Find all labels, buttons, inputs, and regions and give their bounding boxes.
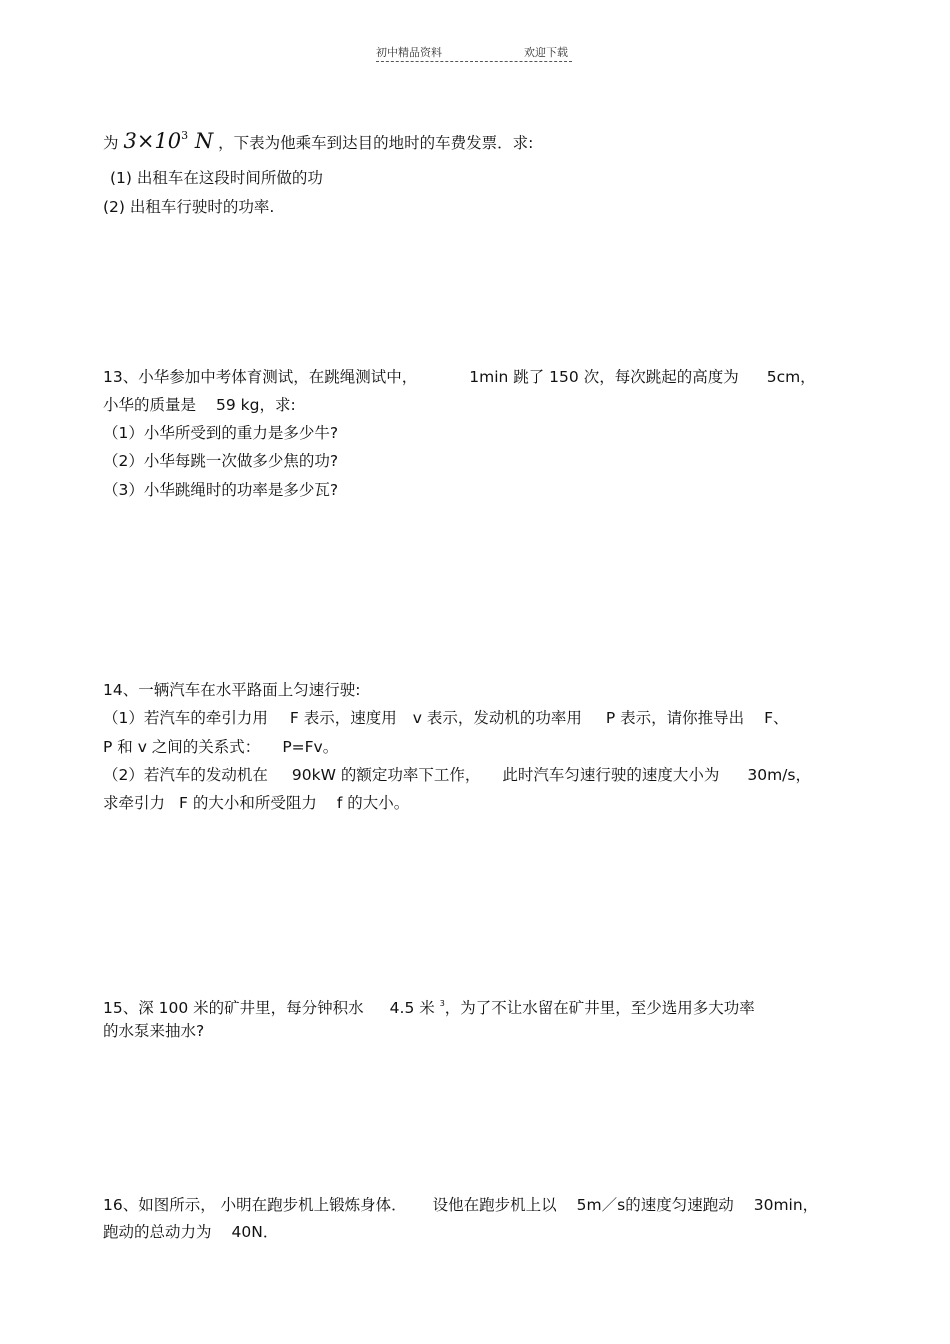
q13-l1c: 5cm， bbox=[766, 368, 816, 386]
q12-prefix: 为 bbox=[103, 134, 119, 152]
q15-l1b: 4.5 米 bbox=[389, 999, 435, 1017]
q13-item-3: （3）小华跳绳时的功率是多少瓦? bbox=[103, 481, 339, 499]
q14-line-2 bbox=[103, 708, 789, 728]
q12-formula bbox=[123, 129, 213, 153]
q16-l2b: 40N． bbox=[231, 1223, 279, 1241]
q13-item-2: （2）小华每跳一次做多少焦的功? bbox=[103, 452, 339, 470]
header-rule bbox=[376, 61, 572, 62]
q14-line-3 bbox=[103, 737, 338, 757]
q15-l1a: 15、深 100 米的矿井里，每分钟积水 bbox=[103, 999, 364, 1017]
q16-l1d: 30min， bbox=[753, 1196, 819, 1214]
q15-line-2: 的水泵来抽水? bbox=[103, 1022, 205, 1040]
q12-formula-unit: N bbox=[194, 129, 214, 153]
q13-line-1 bbox=[103, 367, 816, 387]
q13-l1b: 1min 跳了 150 次，每次跳起的高度为 bbox=[469, 368, 739, 386]
q14-l4a: （2）若汽车的发动机在 bbox=[103, 766, 268, 784]
q14-l2e: F、 bbox=[764, 709, 789, 727]
q14-l2b: F 表示，速度用 bbox=[289, 709, 397, 727]
q12-item-1: (1) 出租车在这段时间所做的功 bbox=[110, 169, 323, 187]
q14-l5c: f 的大小。 bbox=[336, 794, 410, 812]
q12-formula-base: 3×10 bbox=[123, 129, 182, 153]
q14-line-1: 14、一辆汽车在水平路面上匀速行驶: bbox=[103, 681, 361, 699]
q12-intro bbox=[103, 126, 533, 153]
q15-l1sup: 3 bbox=[439, 999, 445, 1008]
q13-l1a: 13、小华参加中考体育测试，在跳绳测试中， bbox=[103, 368, 418, 386]
q15-l1c: ，为了不让水留在矿井里，至少选用多大功率 bbox=[444, 999, 755, 1017]
q16-l1b: 设他在跑步机上以 bbox=[432, 1196, 557, 1214]
q12-suffix: ，下表为他乘车到达目的地时的车费发票．求: bbox=[218, 134, 534, 152]
q12-item-2: (2) 出租车行驶时的功率. bbox=[103, 198, 275, 216]
q12-formula-exp: 3 bbox=[181, 129, 189, 142]
q14-l4b: 90kW 的额定功率下工作， bbox=[291, 766, 481, 784]
q16-l1a: 16、如图所示， 小明在跑步机上锻炼身体． bbox=[103, 1196, 407, 1214]
q16-l2a: 跑动的总动力为 bbox=[103, 1223, 212, 1241]
q14-l3b: P=Fv。 bbox=[282, 738, 339, 756]
q14-l5a: 求牵引力 bbox=[103, 794, 166, 812]
q16-line-2 bbox=[103, 1222, 278, 1242]
header-right: 欢迎下载 bbox=[524, 46, 568, 59]
q16-l1c: 5m／s的速度匀速跑动 bbox=[576, 1196, 734, 1214]
q14-l4d: 30m/s， bbox=[747, 766, 811, 784]
q13-line-2 bbox=[103, 395, 296, 415]
q14-l5b: F 的大小和所受阻力 bbox=[179, 794, 317, 812]
q14-l3a: P 和 v 之间的关系式： bbox=[103, 738, 261, 756]
q13-item-1: （1）小华所受到的重力是多少牛? bbox=[103, 424, 339, 442]
q13-l2b: 59 kg，求: bbox=[216, 396, 296, 414]
q13-l2a: 小华的质量是 bbox=[103, 396, 197, 414]
q15-line-1 bbox=[103, 994, 755, 1018]
q14-line-4 bbox=[103, 765, 811, 785]
q16-line-1 bbox=[103, 1195, 818, 1215]
q14-l2c: v 表示，发动机的功率用 bbox=[412, 709, 582, 727]
q14-l4c: 此时汽车匀速行驶的速度大小为 bbox=[502, 766, 720, 784]
q14-l2d: P 表示，请你推导出 bbox=[605, 709, 745, 727]
header-left: 初中精品资料 bbox=[376, 46, 442, 59]
q14-l2a: （1）若汽车的牵引力用 bbox=[103, 709, 268, 727]
q14-line-5 bbox=[103, 793, 409, 813]
